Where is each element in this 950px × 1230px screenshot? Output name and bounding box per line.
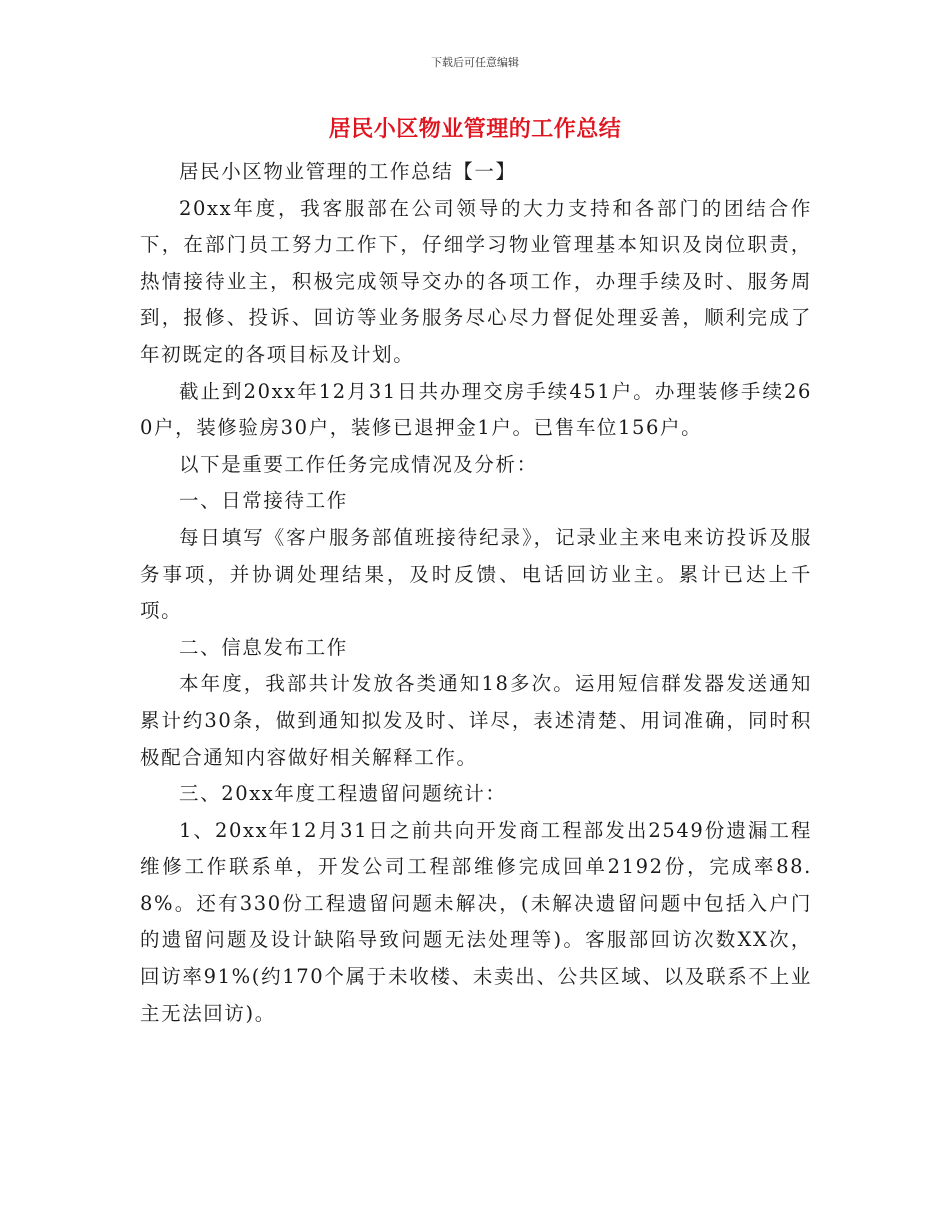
section-heading-one: 居民小区物业管理的工作总结【一】 <box>179 160 517 183</box>
paragraph-handover-stats: 截止到20xx年12月31日共办理交房手续451户。办理装修手续260户，装修验房30户，装修已退押金1户。已售车位156户。 <box>140 379 812 440</box>
paragraph-annual-overview: 20xx年度，我客服部在公司领导的大力支持和各部门的团结合作下，在部门员工努力工作下，仔细学习物业管理基本知识及岗位职责，热情接待业主，积极完成领导交办的各项工作，办理手续及时、服务周到，报修、投诉、回访等业务服务尽心尽力督促处理妥善，顺利完成了年初既定的各项目标及计划。 <box>140 196 812 366</box>
paragraph-analysis-intro: 以下是重要工作任务完成情况及分析： <box>179 452 538 476</box>
document-title: 居民小区物业管理的工作总结 <box>328 117 622 142</box>
paragraph-legacy-issues: 1、20xx年12月31日之前共向开发商工程部发出2549份遗漏工程维修工作联系单，开发公司工程部维修完成回单2192份，完成率88.8%。还有330份工程遗留问题未解决，(未解决遗留问题中包括入户门的遗留问题及设计缺陷导致问题无法处理等)。客服部回访次数XX次，回访率91%(约170个属于未收楼、未卖出、公共区域、以及联系不上业主无法回访)。 <box>140 818 812 1025</box>
document-body <box>140 154 812 1032</box>
subheading-legacy-issues: 三、20xx年度工程遗留问题统计： <box>179 782 507 806</box>
paragraph-daily-reception: 每日填写《客户服务部值班接待纪录》，记录业主来电来访投诉及服务事项，并协调处理结果，及时反馈、电话回访业主。累计已达上千项。 <box>140 525 812 623</box>
subheading-info-release: 二、信息发布工作 <box>179 635 348 659</box>
header-note: 下载后可任意编辑 <box>431 56 519 69</box>
paragraph-info-release: 本年度，我部共计发放各类通知18多次。运用短信群发器发送通知累计约30条，做到通知拟发及时、详尽，表述清楚、用词准确，同时积极配合通知内容做好相关解释工作。 <box>140 672 812 769</box>
subheading-daily-reception: 一、日常接待工作 <box>179 489 348 513</box>
